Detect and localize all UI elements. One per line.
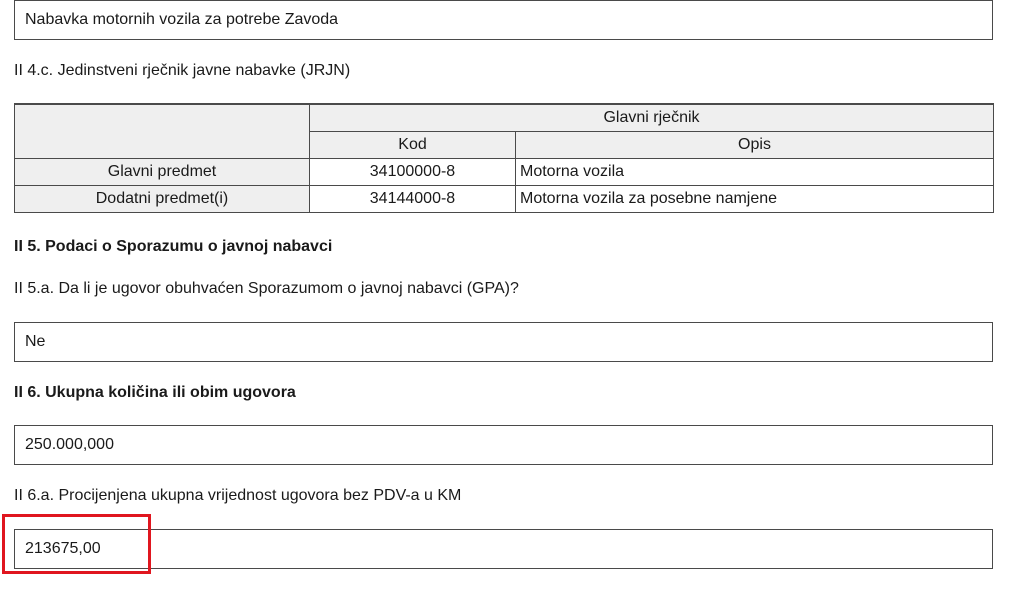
table-header-empty-cell	[15, 104, 310, 158]
row-opis-dodatni: Motorna vozila za posebne namjene	[516, 185, 994, 212]
table-row	[15, 185, 994, 212]
jrjn-section-label: II 4.c. Jedinstveni rječnik javne nabavke (JRJN)	[14, 62, 351, 79]
table-group-header: Glavni rječnik	[310, 104, 994, 131]
row-kod-glavni: 34100000-8	[310, 158, 516, 185]
table-col-kod: Kod	[310, 131, 516, 158]
table-row	[15, 158, 994, 185]
estimate-value-text: 213675,00	[25, 540, 101, 557]
gpa-answer-field	[14, 322, 993, 362]
estimate-value-field	[14, 529, 993, 569]
gpa-answer-text: Ne	[25, 333, 46, 350]
row-kod-dodatni: 34144000-8	[310, 185, 516, 212]
gpa-section-heading: II 5. Podaci o Sporazumu o javnoj nabavci	[14, 238, 333, 255]
quantity-section-heading: II 6. Ukupna količina ili obim ugovora	[14, 384, 296, 401]
quantity-value-field	[14, 425, 993, 465]
table-col-opis: Opis	[516, 131, 994, 158]
table-header-row	[15, 104, 994, 131]
row-label-dodatni: Dodatni predmet(i)	[15, 185, 310, 212]
gpa-question-label: II 5.a. Da li je ugovor obuhvaćen Sporazumom o javnoj nabavci (GPA)?	[14, 280, 519, 297]
row-label-glavni: Glavni predmet	[15, 158, 310, 185]
subject-value-text: Nabavka motornih vozila za potrebe Zavoda	[25, 11, 339, 28]
row-opis-glavni: Motorna vozila	[516, 158, 994, 185]
quantity-value-text: 250.000,000	[25, 436, 114, 453]
subject-value-field	[14, 0, 993, 40]
estimate-label: II 6.a. Procijenjena ukupna vrijednost ugovora bez PDV-a u KM	[14, 487, 462, 504]
jrjn-table	[14, 103, 994, 213]
